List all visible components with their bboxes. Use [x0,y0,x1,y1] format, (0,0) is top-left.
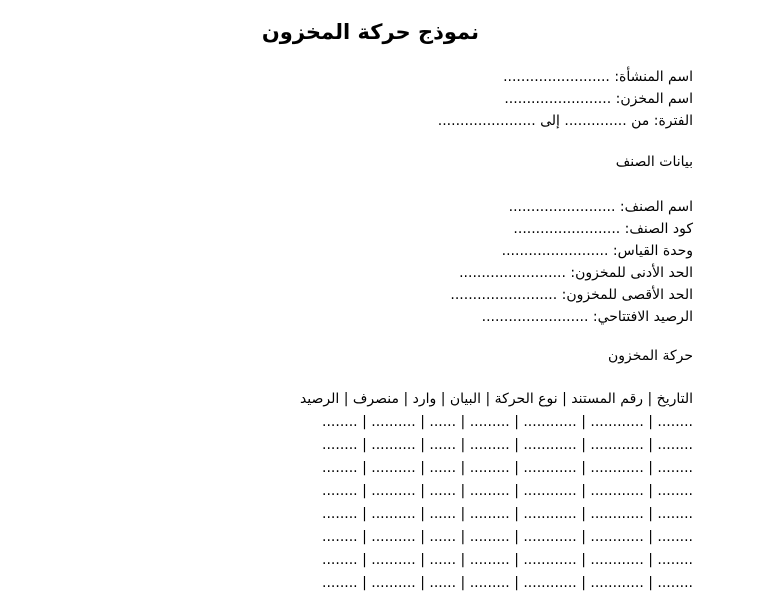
item-name-line: اسم الصنف: ........................ [508,199,693,215]
table-row: ........ | ............ | ............ | ......... | ...... | .......... | ........ [322,460,693,476]
unit-line: وحدة القياس: ........................ [501,243,693,259]
facility-name-line: اسم المنشأة: ........................ [503,69,693,85]
page-title: نموذج حركة المخزون [261,20,479,44]
table-row: ........ | ............ | ............ | ......... | ...... | .......... | ........ [322,506,693,522]
table-row: ........ | ............ | ............ | ......... | ...... | .......... | ........ [322,414,693,430]
period-line: الفترة: من .............. إلى ...................... [437,113,693,129]
table-row: ........ | ............ | ............ | ......... | ...... | .......... | ........ [322,575,693,591]
item-section-title: بيانات الصنف [615,154,693,170]
table-row: ........ | ............ | ............ | ......... | ...... | .......... | ........ [322,437,693,453]
movement-section-title: حركة المخزون [607,348,693,364]
table-header: التاريخ | رقم المستند | نوع الحركة | البيان | وارد | منصرف | الرصيد [299,391,693,407]
table-row: ........ | ............ | ............ | ......... | ...... | .......... | ........ [322,529,693,545]
warehouse-name-line: اسم المخزن: ........................ [504,91,693,107]
min-stock-line: الحد الأدنى للمخزون: ........................ [459,265,693,281]
table-row: ........ | ............ | ............ | ......... | ...... | .......... | ........ [322,483,693,499]
opening-balance-line: الرصيد الافتتاحي: ........................ [481,309,693,325]
table-row: ........ | ............ | ............ | ......... | ...... | .......... | ........ [322,552,693,568]
max-stock-line: الحد الأقصى للمخزون: ........................ [450,287,693,303]
item-code-line: كود الصنف: ........................ [513,221,693,237]
